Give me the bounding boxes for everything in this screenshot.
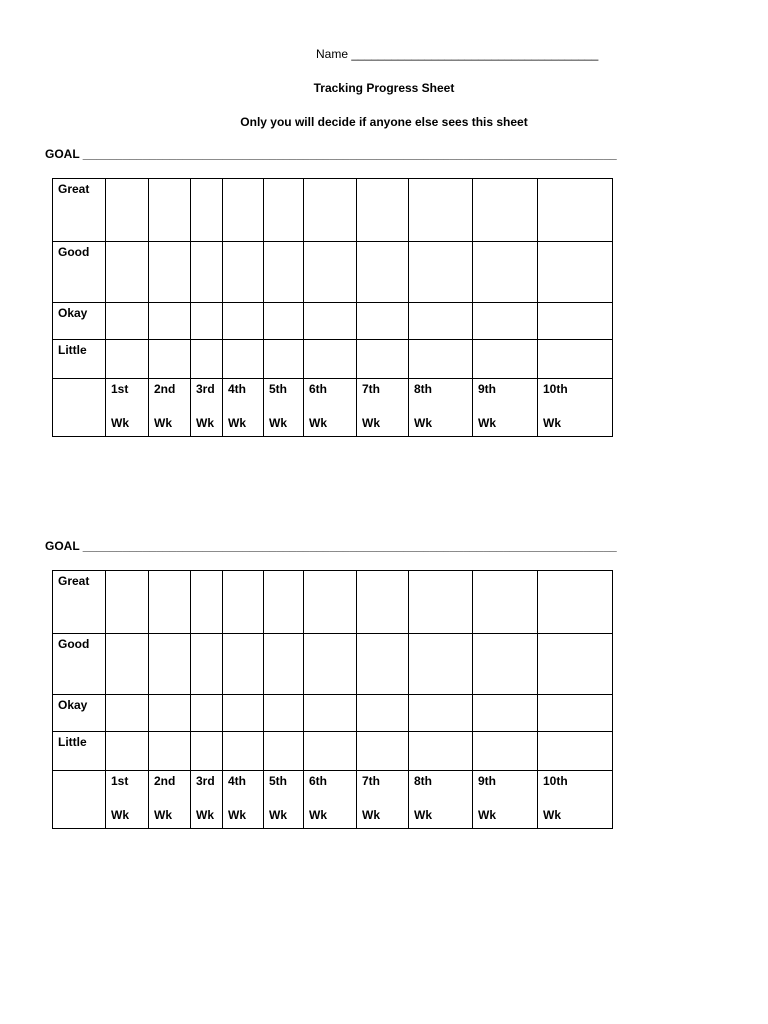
cell xyxy=(409,179,473,242)
week-cell xyxy=(473,379,538,437)
week-cell xyxy=(538,379,613,437)
week-number: 5th xyxy=(269,382,287,396)
cell xyxy=(264,303,304,340)
goal-line-2: GOAL ________________________________________________________________________________ xyxy=(45,539,617,553)
cell xyxy=(53,379,106,437)
cell xyxy=(538,179,613,242)
cell xyxy=(304,634,357,695)
cell xyxy=(409,571,473,634)
cell xyxy=(191,303,223,340)
week-cell xyxy=(106,771,149,829)
cell xyxy=(106,634,149,695)
cell xyxy=(538,303,613,340)
week-cell xyxy=(149,771,191,829)
cell xyxy=(357,732,409,771)
week-number: 4th xyxy=(228,774,246,788)
week-label: Wk xyxy=(309,808,327,822)
cell xyxy=(473,242,538,303)
week-label: Wk xyxy=(309,416,327,430)
week-number: 9th xyxy=(478,382,496,396)
week-cell xyxy=(191,379,223,437)
week-cell xyxy=(106,379,149,437)
cell xyxy=(53,771,106,829)
cell xyxy=(304,303,357,340)
week-cell xyxy=(264,379,304,437)
cell xyxy=(191,695,223,732)
week-cell xyxy=(357,771,409,829)
cell xyxy=(223,634,264,695)
week-label: Wk xyxy=(228,416,246,430)
cell xyxy=(409,340,473,379)
week-label: Wk xyxy=(111,416,129,430)
cell xyxy=(473,732,538,771)
cell xyxy=(149,303,191,340)
cell xyxy=(409,303,473,340)
week-number: 10th xyxy=(543,774,568,788)
table-row xyxy=(53,303,613,340)
week-number: 4th xyxy=(228,382,246,396)
week-label: Wk xyxy=(362,416,380,430)
cell xyxy=(264,571,304,634)
page-subtitle: Only you will decide if anyone else sees this sheet xyxy=(240,115,528,129)
cell xyxy=(304,340,357,379)
week-label: Wk xyxy=(228,808,246,822)
cell xyxy=(264,732,304,771)
name-line: Name _____________________________________ xyxy=(316,47,599,61)
cell xyxy=(473,340,538,379)
cell xyxy=(473,571,538,634)
week-number: 6th xyxy=(309,774,327,788)
cell xyxy=(106,732,149,771)
cell xyxy=(304,732,357,771)
cell xyxy=(149,179,191,242)
row-label-good: Good xyxy=(53,634,106,695)
week-cell xyxy=(538,771,613,829)
week-number: 3rd xyxy=(196,774,215,788)
row-label-little: Little xyxy=(53,732,106,771)
week-label: Wk xyxy=(543,808,561,822)
cell xyxy=(223,571,264,634)
table-row xyxy=(53,732,613,771)
week-header-row xyxy=(53,771,613,829)
week-label: Wk xyxy=(543,416,561,430)
cell xyxy=(223,179,264,242)
week-label: Wk xyxy=(111,808,129,822)
week-number: 6th xyxy=(309,382,327,396)
goal-line-1: GOAL ________________________________________________________________________________ xyxy=(45,147,617,161)
table-row xyxy=(53,571,613,634)
cell xyxy=(106,340,149,379)
week-cell xyxy=(304,771,357,829)
cell xyxy=(473,634,538,695)
table-row xyxy=(53,695,613,732)
week-number: 10th xyxy=(543,382,568,396)
week-label: Wk xyxy=(478,416,496,430)
cell xyxy=(538,634,613,695)
row-label-good: Good xyxy=(53,242,106,303)
cell xyxy=(149,695,191,732)
week-header-row xyxy=(53,379,613,437)
cell xyxy=(264,695,304,732)
week-number: 8th xyxy=(414,382,432,396)
week-number: 1st xyxy=(111,774,129,788)
cell xyxy=(149,571,191,634)
cell xyxy=(473,303,538,340)
cell xyxy=(473,695,538,732)
table-row xyxy=(53,179,613,242)
cell xyxy=(473,179,538,242)
week-label: Wk xyxy=(414,808,432,822)
cell xyxy=(191,340,223,379)
cell xyxy=(264,242,304,303)
week-cell xyxy=(409,771,473,829)
week-number: 7th xyxy=(362,774,380,788)
cell xyxy=(223,340,264,379)
cell xyxy=(106,695,149,732)
cell xyxy=(191,732,223,771)
week-number: 3rd xyxy=(196,382,215,396)
week-label: Wk xyxy=(478,808,496,822)
cell xyxy=(409,242,473,303)
cell xyxy=(538,340,613,379)
row-label-little: Little xyxy=(53,340,106,379)
cell xyxy=(106,303,149,340)
cell xyxy=(106,571,149,634)
week-label: Wk xyxy=(269,416,287,430)
week-cell xyxy=(191,771,223,829)
page-title: Tracking Progress Sheet xyxy=(313,81,455,95)
cell xyxy=(538,571,613,634)
week-label: Wk xyxy=(196,808,214,822)
week-label: Wk xyxy=(414,416,432,430)
cell xyxy=(191,634,223,695)
cell xyxy=(191,571,223,634)
cell xyxy=(149,634,191,695)
week-cell xyxy=(264,771,304,829)
week-cell xyxy=(223,771,264,829)
table-row xyxy=(53,634,613,695)
cell xyxy=(409,634,473,695)
table-row xyxy=(53,340,613,379)
week-number: 2nd xyxy=(154,774,176,788)
cell xyxy=(264,179,304,242)
cell xyxy=(304,179,357,242)
cell xyxy=(191,242,223,303)
cell xyxy=(538,242,613,303)
cell xyxy=(304,695,357,732)
tracking-table-1 xyxy=(52,178,613,437)
week-cell xyxy=(223,379,264,437)
cell xyxy=(149,340,191,379)
week-label: Wk xyxy=(196,416,214,430)
week-number: 9th xyxy=(478,774,496,788)
row-label-great: Great xyxy=(53,179,106,242)
cell xyxy=(106,242,149,303)
cell xyxy=(264,634,304,695)
week-cell xyxy=(409,379,473,437)
cell xyxy=(357,571,409,634)
cell xyxy=(223,695,264,732)
week-label: Wk xyxy=(362,808,380,822)
table-row xyxy=(53,242,613,303)
cell xyxy=(409,695,473,732)
week-number: 2nd xyxy=(154,382,176,396)
cell xyxy=(357,242,409,303)
cell xyxy=(357,303,409,340)
cell xyxy=(538,732,613,771)
cell xyxy=(149,242,191,303)
week-label: Wk xyxy=(154,416,172,430)
cell xyxy=(264,340,304,379)
cell xyxy=(357,634,409,695)
row-label-great: Great xyxy=(53,571,106,634)
cell xyxy=(223,242,264,303)
cell xyxy=(106,179,149,242)
week-number: 7th xyxy=(362,382,380,396)
week-cell xyxy=(357,379,409,437)
week-cell xyxy=(149,379,191,437)
cell xyxy=(304,242,357,303)
row-label-okay: Okay xyxy=(53,695,106,732)
row-label-okay: Okay xyxy=(53,303,106,340)
week-number: 5th xyxy=(269,774,287,788)
week-number: 1st xyxy=(111,382,129,396)
cell xyxy=(304,571,357,634)
tracking-table-2 xyxy=(52,570,613,829)
cell xyxy=(357,179,409,242)
week-label: Wk xyxy=(154,808,172,822)
cell xyxy=(409,732,473,771)
cell xyxy=(357,340,409,379)
week-cell xyxy=(304,379,357,437)
cell xyxy=(223,732,264,771)
week-number: 8th xyxy=(414,774,432,788)
cell xyxy=(223,303,264,340)
cell xyxy=(191,179,223,242)
cell xyxy=(538,695,613,732)
week-label: Wk xyxy=(269,808,287,822)
cell xyxy=(357,695,409,732)
week-cell xyxy=(473,771,538,829)
cell xyxy=(149,732,191,771)
